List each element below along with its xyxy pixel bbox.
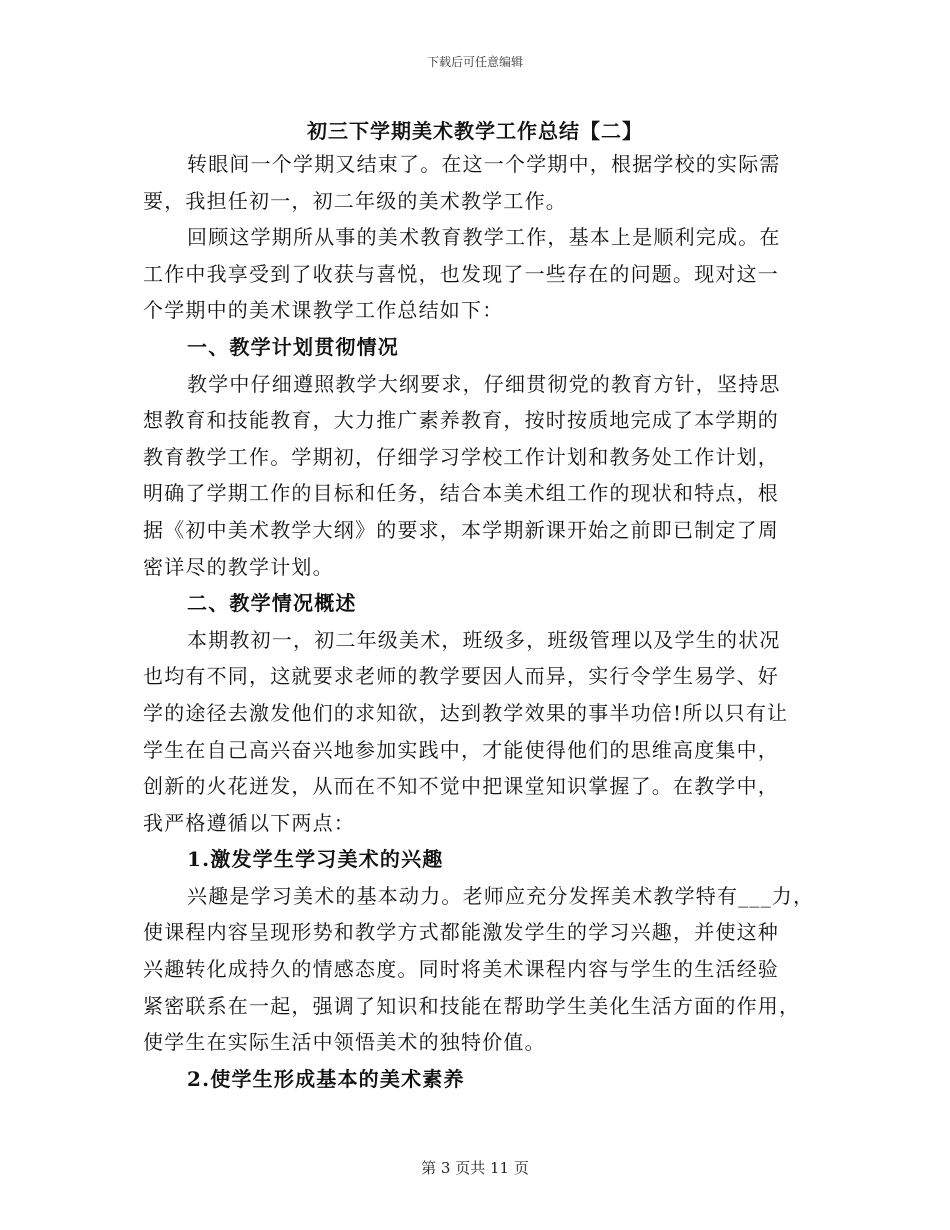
paragraph-line: 工作中我享受到了收获与喜悦，也发现了一些存在的问题。现对这一 — [143, 261, 779, 286]
paragraph-line: 转眼间一个学期又结束了。在这一个学期中，根据学校的实际需 — [187, 152, 781, 176]
page-title: 初三下学期美术教学工作总结【二】 — [307, 119, 643, 143]
paragraph-line: 我严格遵循以下两点： — [143, 810, 355, 835]
paragraph-line: 使学生在实际生活中领悟美术的独特价值。 — [143, 1030, 546, 1055]
paragraph-line: 回顾这学期所从事的美术教育教学工作，基本上是顺利完成。在 — [187, 225, 781, 250]
section-heading: 1.激发学生学习美术的兴趣 — [187, 847, 444, 872]
paragraph-line: 学的途径去激发他们的求知欲，达到教学效果的事半功倍!所以只有让 — [143, 700, 789, 725]
paragraph-line: 本期教初一，初二年级美术，班级多，班级管理以及学生的状况 — [187, 627, 781, 652]
paragraph-line: 想教育和技能教育，大力推广素养教育，按时按质地完成了本学期的 — [143, 408, 779, 433]
paragraph-line: 创新的火花迸发，从而在不知不觉中把课堂知识掌握了。在教学中， — [143, 774, 779, 799]
paragraph-line: 据《初中美术教学大纲》的要求，本学期新课开始之前即已制定了周 — [143, 517, 779, 542]
paragraph-line: 密详尽的教学计划。 — [143, 554, 334, 579]
paragraph-line: 兴趣是学习美术的基本动力。老师应充分发挥美术教学特有___力， — [187, 883, 815, 908]
paragraph-line: 兴趣转化成持久的情感态度。同时将美术课程内容与学生的生活经验 — [143, 957, 779, 982]
section-heading: 二、教学情况概述 — [187, 591, 357, 616]
paragraph-line: 个学期中的美术课教学工作总结如下： — [143, 298, 504, 323]
page-footer: 第 3 页共 11 页 — [421, 1159, 529, 1177]
header-note: 下载后可任意编辑 — [426, 55, 523, 69]
section-heading: 2.使学生形成基本的美术素养 — [187, 1066, 465, 1091]
paragraph-line: 紧密联系在一起，强调了知识和技能在帮助学生美化生活方面的作用， — [143, 993, 801, 1018]
paragraph-line: 教育教学工作。学期初，仔细学习学校工作计划和教务处工作计划， — [143, 444, 779, 469]
paragraph-line: 使课程内容呈现形势和教学方式都能激发学生的学习兴趣，并使这种 — [143, 920, 779, 945]
section-heading: 一、教学计划贯彻情况 — [187, 334, 399, 359]
paragraph-line: 要，我担任初一，初二年级的美术教学工作。 — [143, 188, 567, 213]
paragraph-line: 学生在自己高兴奋兴地参加实践中，才能使得他们的思维高度集中， — [143, 737, 779, 762]
paragraph-line: 教学中仔细遵照教学大纲要求，仔细贯彻党的教育方针，坚持思 — [187, 371, 781, 396]
paragraph-line: 也均有不同，这就要求老师的教学要因人而异，实行令学生易学、好 — [143, 664, 779, 689]
paragraph-line: 明确了学期工作的目标和任务，结合本美术组工作的现状和特点，根 — [143, 481, 779, 506]
document-body — [143, 146, 815, 1097]
